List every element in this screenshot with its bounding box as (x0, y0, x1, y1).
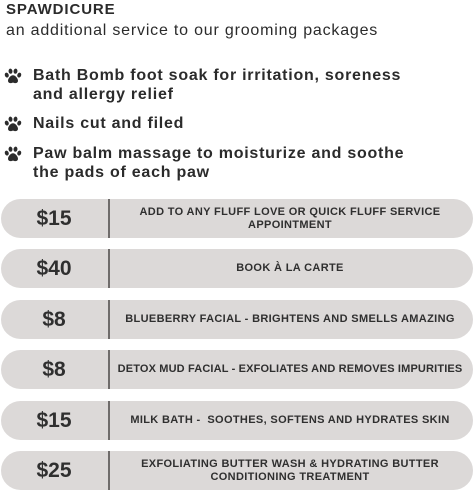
feature-line-2: and allergy relief (33, 86, 174, 103)
price-divider (108, 249, 110, 288)
price-description-line-1: BLUEBERRY FACIAL - BRIGHTENS AND SMELLS AMAZING (125, 313, 455, 326)
price-description-line-1: ADD TO ANY FLUFF LOVE OR QUICK FLUFF SERVICE (139, 206, 441, 218)
price-row (1, 451, 473, 490)
price-description (111, 401, 469, 440)
price-row (1, 401, 473, 440)
price-value: $8 (42, 308, 66, 331)
price-divider (108, 199, 110, 238)
feature-line-1: Paw balm massage to moisturize and soothe (33, 145, 405, 162)
page-title: SPAWDICURE (6, 1, 116, 18)
price-description-line-1: MILK BATH - SOOTHES, SOFTENS AND HYDRATES SKIN (130, 414, 450, 427)
price-description (111, 300, 469, 339)
price-row (1, 199, 473, 238)
price-description-line-1: BOOK À LA CARTE (236, 262, 344, 275)
paw-print-icon (4, 116, 22, 132)
price-description (111, 451, 469, 490)
price-divider (108, 401, 110, 440)
page-subtitle: an additional service to our grooming packages (6, 22, 379, 39)
feature-line-2: the pads of each paw (33, 164, 210, 181)
price-description (111, 350, 469, 389)
price-divider (108, 300, 110, 339)
price-description-line-2: APPOINTMENT (248, 218, 332, 231)
price-description (111, 199, 469, 238)
price-value: $15 (36, 207, 72, 230)
price-divider (108, 350, 110, 389)
feature-line-1: Nails cut and filed (33, 115, 185, 132)
price-value: $40 (36, 257, 72, 280)
feature-text (33, 66, 473, 104)
price-description (111, 249, 469, 288)
feature-text (33, 144, 473, 182)
price-row (1, 350, 473, 389)
price-value: $25 (36, 459, 72, 482)
price-value: $15 (36, 409, 72, 432)
paw-print-icon (4, 146, 22, 162)
paw-print-icon (4, 68, 22, 84)
feature-text (33, 114, 473, 133)
price-divider (108, 451, 110, 490)
price-row (1, 249, 473, 288)
price-row (1, 300, 473, 339)
price-description-line-1: EXFOLIATING BUTTER WASH & HYDRATING BUTTER (141, 458, 439, 470)
price-value: $8 (42, 358, 66, 381)
price-description-line-2: CONDITIONING TREATMENT (210, 470, 370, 483)
price-description-line-1: DETOX MUD FACIAL - EXFOLIATES AND REMOVES IMPURITIES (117, 363, 463, 376)
feature-line-1: Bath Bomb foot soak for irritation, soreness (33, 67, 402, 84)
